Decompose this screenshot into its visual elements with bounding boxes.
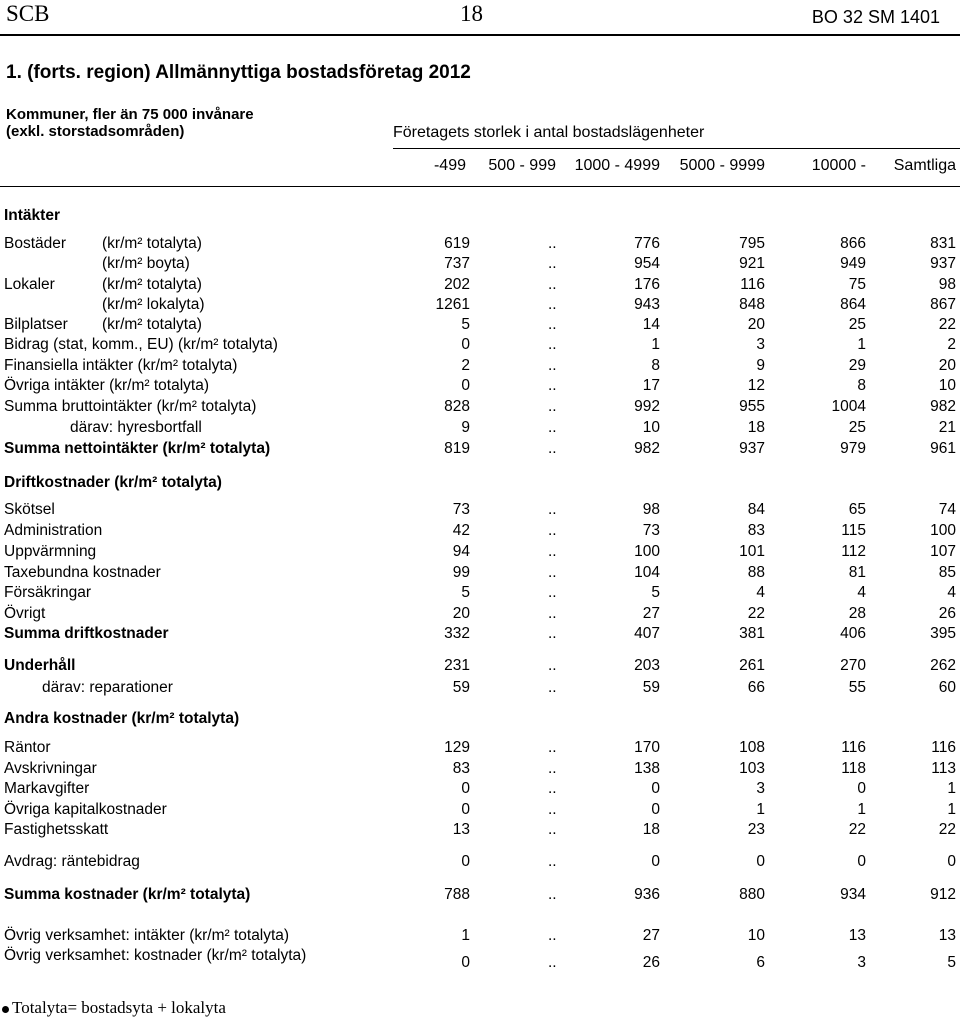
cell-value: 0 <box>756 853 765 870</box>
row-label: Finansiella intäkter (kr/m² totalyta) <box>4 357 238 374</box>
cell-value: 737 <box>444 255 470 272</box>
cell-value: 100 <box>930 522 956 539</box>
cell-value: 10 <box>642 419 660 436</box>
section-drift: Driftkostnader (kr/m² totalyta) <box>4 474 222 491</box>
header-right: BO 32 SM 1401 <box>811 7 940 27</box>
table-row <box>0 419 960 439</box>
cell-value: 98 <box>642 501 660 518</box>
cell-value: 992 <box>634 398 660 415</box>
cell-value: 1 <box>947 780 956 797</box>
row-label: Övrigt <box>4 605 46 622</box>
table-row <box>0 657 960 677</box>
row-unit: (kr/m² totalyta) <box>102 276 202 293</box>
col-header: 10000 - <box>811 157 866 174</box>
cell-value: 0 <box>461 853 470 870</box>
cell-value: 866 <box>840 235 866 252</box>
row-label: Övrig verksamhet: kostnader (kr/m² totalyta) <box>4 947 307 964</box>
cell-value: 20 <box>747 316 765 333</box>
row-label: Summa driftkostnader <box>4 625 169 642</box>
table-row <box>0 357 960 377</box>
table-row <box>0 760 960 780</box>
cell-value: .. <box>548 625 557 642</box>
cell-value: 81 <box>848 564 866 581</box>
header-left: SCB <box>6 1 50 26</box>
cell-value: .. <box>548 255 557 272</box>
footnote-text: Totalyta= bostadsyta + lokalyta <box>12 998 226 1017</box>
cell-value: 0 <box>461 801 470 818</box>
cell-value: 2 <box>947 336 956 353</box>
table-row <box>0 398 960 418</box>
cell-value: 0 <box>857 853 866 870</box>
table-row <box>0 679 960 699</box>
cell-value: 25 <box>848 419 866 436</box>
cell-value: 0 <box>461 336 470 353</box>
row-unit: (kr/m² totalyta) <box>102 235 202 252</box>
cell-value: 104 <box>634 564 660 581</box>
cell-value: 332 <box>444 625 470 642</box>
cell-value: 17 <box>642 377 660 394</box>
cell-value: 407 <box>634 625 660 642</box>
table-head-rule <box>0 186 960 187</box>
cell-value: 27 <box>642 605 660 622</box>
cell-value: 8 <box>857 377 866 394</box>
cell-value: 8 <box>651 357 660 374</box>
cell-value: 1 <box>857 336 866 353</box>
table-row <box>0 377 960 397</box>
table-row <box>0 255 960 275</box>
cell-value: 23 <box>747 821 765 838</box>
cell-value: 103 <box>739 760 765 777</box>
cell-value: .. <box>548 501 557 518</box>
row-unit: (kr/m² boyta) <box>102 255 190 272</box>
subtitle-line1: Kommuner, fler än 75 000 invånare <box>6 106 254 123</box>
row-label: Lokaler <box>4 276 55 293</box>
table-row <box>0 336 960 356</box>
cell-value: 28 <box>848 605 866 622</box>
table-row <box>0 501 960 521</box>
cell-value: 1 <box>651 336 660 353</box>
row-label: Bilplatser <box>4 316 68 333</box>
cell-value: 979 <box>840 440 866 457</box>
cell-value: 73 <box>642 522 660 539</box>
cell-value: 819 <box>444 440 470 457</box>
cell-value: 954 <box>634 255 660 272</box>
cell-value: 116 <box>841 739 866 756</box>
cell-value: 14 <box>642 316 660 333</box>
row-label: Övriga intäkter (kr/m² totalyta) <box>4 377 209 394</box>
cell-value: 99 <box>452 564 470 581</box>
cell-value: 21 <box>938 419 956 436</box>
row-unit: (kr/m² lokalyta) <box>102 296 205 313</box>
cell-value: .. <box>548 657 557 674</box>
cell-value: 381 <box>739 625 765 642</box>
cell-value: 921 <box>739 255 765 272</box>
cell-value: 20 <box>452 605 470 622</box>
cell-value: 262 <box>930 657 956 674</box>
cell-value: .. <box>548 821 557 838</box>
col-header: Samtliga <box>893 157 956 174</box>
cell-value: 982 <box>930 398 956 415</box>
cell-value: 848 <box>739 296 765 313</box>
table-row <box>0 821 960 841</box>
cell-value: 0 <box>857 780 866 797</box>
cell-value: 176 <box>634 276 660 293</box>
cell-value: .. <box>548 780 557 797</box>
cell-value: 13 <box>938 927 956 944</box>
row-label: Taxebundna kostnader <box>4 564 161 581</box>
row-label: Räntor <box>4 739 51 756</box>
cell-value: 831 <box>930 235 956 252</box>
cell-value: .. <box>548 522 557 539</box>
cell-value: 4 <box>947 584 956 601</box>
cell-value: 5 <box>651 584 660 601</box>
table-row <box>0 886 960 906</box>
cell-value: 85 <box>938 564 956 581</box>
cell-value: .. <box>548 739 557 756</box>
table-row <box>0 522 960 542</box>
cell-value: 116 <box>740 276 765 293</box>
cell-value: 788 <box>444 886 470 903</box>
cell-value: 3 <box>857 954 866 971</box>
table-row <box>0 440 960 460</box>
page-number: 18 <box>460 1 483 26</box>
cell-value: .. <box>548 605 557 622</box>
page-title: 1. (forts. region) Allmännyttiga bostadsföretag 2012 <box>6 62 471 83</box>
cell-value: 13 <box>452 821 470 838</box>
cell-value: 118 <box>841 760 866 777</box>
cell-value: 0 <box>947 853 956 870</box>
section-intakter: Intäkter <box>4 207 60 224</box>
cell-value: 12 <box>747 377 765 394</box>
cell-value: 2 <box>461 357 470 374</box>
cell-value: .. <box>548 886 557 903</box>
cell-value: .. <box>548 235 557 252</box>
cell-value: 26 <box>642 954 660 971</box>
cell-value: 65 <box>848 501 866 518</box>
cell-value: 107 <box>930 543 956 560</box>
cell-value: .. <box>548 398 557 415</box>
cell-value: 83 <box>747 522 765 539</box>
row-label: Försäkringar <box>4 584 91 601</box>
cell-value: 231 <box>444 657 470 674</box>
cell-value: 937 <box>739 440 765 457</box>
cell-value: 9 <box>461 419 470 436</box>
table-row <box>0 584 960 604</box>
cell-value: 55 <box>848 679 866 696</box>
cell-value: 982 <box>634 440 660 457</box>
cell-value: 406 <box>840 625 866 642</box>
cell-value: 619 <box>444 235 470 252</box>
bullet-icon <box>2 1006 9 1013</box>
row-label: Bidrag (stat, komm., EU) (kr/m² totalyta) <box>4 336 278 353</box>
row-label: Avskrivningar <box>4 760 97 777</box>
cell-value: 776 <box>634 235 660 252</box>
cell-value: 115 <box>841 522 866 539</box>
row-unit: (kr/m² totalyta) <box>102 316 202 333</box>
cell-value: .. <box>548 377 557 394</box>
cell-value: 138 <box>634 760 660 777</box>
cell-value: 1261 <box>435 296 470 313</box>
cell-value: 42 <box>452 522 470 539</box>
cell-value: 0 <box>461 780 470 797</box>
table-row <box>0 235 960 255</box>
group-header: Företagets storlek i antal bostadslägenheter <box>393 124 705 141</box>
cell-value: 5 <box>947 954 956 971</box>
cell-value: .. <box>548 296 557 313</box>
row-label: Markavgifter <box>4 780 90 797</box>
cell-value: 170 <box>634 739 660 756</box>
cell-value: 0 <box>461 954 470 971</box>
cell-value: 26 <box>938 605 956 622</box>
cell-value: .. <box>548 316 557 333</box>
row-label: Fastighetsskatt <box>4 821 109 838</box>
col-header: 5000 - 9999 <box>679 157 765 174</box>
cell-value: 74 <box>938 501 956 518</box>
cell-value: .. <box>548 543 557 560</box>
table-row <box>0 316 960 336</box>
cell-value: 0 <box>461 377 470 394</box>
cell-value: 0 <box>651 853 660 870</box>
cell-value: 261 <box>739 657 765 674</box>
row-label: Underhåll <box>4 657 76 674</box>
cell-value: 867 <box>930 296 956 313</box>
cell-value: .. <box>548 357 557 374</box>
cell-value: 73 <box>452 501 470 518</box>
table-row <box>0 801 960 821</box>
cell-value: 961 <box>930 440 956 457</box>
row-label: därav: reparationer <box>42 679 173 696</box>
cell-value: 203 <box>634 657 660 674</box>
cell-value: 20 <box>938 357 956 374</box>
cell-value: 943 <box>634 296 660 313</box>
cell-value: 98 <box>938 276 956 293</box>
cell-value: 75 <box>848 276 866 293</box>
cell-value: .. <box>548 954 557 971</box>
cell-value: 59 <box>642 679 660 696</box>
cell-value: .. <box>548 853 557 870</box>
table-row <box>0 296 960 316</box>
cell-value: 937 <box>930 255 956 272</box>
cell-value: 101 <box>739 543 765 560</box>
cell-value: 113 <box>931 760 956 777</box>
col-header: 500 - 999 <box>488 157 556 174</box>
row-label: Summa nettointäkter (kr/m² totalyta) <box>4 440 271 457</box>
cell-value: 6 <box>756 954 765 971</box>
cell-value: 864 <box>840 296 866 313</box>
cell-value: 108 <box>739 739 765 756</box>
cell-value: 112 <box>841 543 866 560</box>
row-label: Bostäder <box>4 235 67 252</box>
cell-value: 0 <box>651 780 660 797</box>
row-label: därav: hyresbortfall <box>70 419 202 436</box>
row-label: Uppvärmning <box>4 543 97 560</box>
table-row <box>0 739 960 759</box>
cell-value: 22 <box>938 316 956 333</box>
cell-value: 29 <box>848 357 866 374</box>
row-label: Övrig verksamhet: intäkter (kr/m² totalyta) <box>4 927 290 944</box>
table-row <box>0 853 960 873</box>
footnote <box>0 998 226 1018</box>
cell-value: 934 <box>840 886 866 903</box>
table-row <box>0 947 960 971</box>
cell-value: 10 <box>747 927 765 944</box>
cell-value: 3 <box>756 780 765 797</box>
cell-value: 25 <box>848 316 866 333</box>
cell-value: 18 <box>642 821 660 838</box>
cell-value: 949 <box>840 255 866 272</box>
cell-value: 880 <box>739 886 765 903</box>
cell-value: 1004 <box>831 398 866 415</box>
table-row <box>0 564 960 584</box>
cell-value: 0 <box>651 801 660 818</box>
table-row <box>0 625 960 645</box>
cell-value: 795 <box>739 235 765 252</box>
header-rule <box>0 34 960 36</box>
cell-value: 84 <box>747 501 765 518</box>
cell-value: .. <box>548 760 557 777</box>
cell-value: .. <box>548 801 557 818</box>
table-row <box>0 927 960 947</box>
cell-value: 1 <box>461 927 470 944</box>
cell-value: 116 <box>931 739 956 756</box>
subtitle-line2: (exkl. storstadsområden) <box>6 123 185 140</box>
cell-value: 828 <box>444 398 470 415</box>
cell-value: 13 <box>848 927 866 944</box>
cell-value: 1 <box>857 801 866 818</box>
table-row <box>0 605 960 625</box>
cell-value: .. <box>548 564 557 581</box>
row-label: Administration <box>4 522 103 539</box>
cell-value: 22 <box>747 605 765 622</box>
row-label: Avdrag: räntebidrag <box>4 853 140 870</box>
group-rule <box>393 148 960 149</box>
cell-value: .. <box>548 276 557 293</box>
col-header: 1000 - 4999 <box>574 157 660 174</box>
cell-value: .. <box>548 679 557 696</box>
cell-value: 22 <box>848 821 866 838</box>
cell-value: 83 <box>452 760 470 777</box>
cell-value: 912 <box>930 886 956 903</box>
cell-value: 202 <box>444 276 470 293</box>
cell-value: 22 <box>938 821 956 838</box>
cell-value: 4 <box>756 584 765 601</box>
cell-value: 88 <box>747 564 765 581</box>
row-label: Summa bruttointäkter (kr/m² totalyta) <box>4 398 257 415</box>
cell-value: 1 <box>756 801 765 818</box>
cell-value: 936 <box>634 886 660 903</box>
cell-value: 955 <box>739 398 765 415</box>
cell-value: 1 <box>947 801 956 818</box>
cell-value: 3 <box>756 336 765 353</box>
cell-value: .. <box>548 336 557 353</box>
row-label: Skötsel <box>4 501 55 518</box>
section-andra: Andra kostnader (kr/m² totalyta) <box>4 710 240 727</box>
cell-value: .. <box>548 419 557 436</box>
cell-value: 129 <box>444 739 470 756</box>
col-header: -499 <box>433 157 466 174</box>
cell-value: 59 <box>452 679 470 696</box>
row-label: Övriga kapitalkostnader <box>4 801 167 818</box>
cell-value: 60 <box>938 679 956 696</box>
cell-value: 18 <box>747 419 765 436</box>
table-row <box>0 780 960 800</box>
cell-value: 94 <box>452 543 470 560</box>
cell-value: .. <box>548 584 557 601</box>
cell-value: 5 <box>461 316 470 333</box>
table-row <box>0 543 960 563</box>
table-row <box>0 276 960 296</box>
row-label: Summa kostnader (kr/m² totalyta) <box>4 886 251 903</box>
cell-value: .. <box>548 927 557 944</box>
cell-value: 100 <box>634 543 660 560</box>
cell-value: 66 <box>747 679 765 696</box>
cell-value: 27 <box>642 927 660 944</box>
cell-value: 5 <box>461 584 470 601</box>
cell-value: 395 <box>930 625 956 642</box>
cell-value: 10 <box>938 377 956 394</box>
cell-value: .. <box>548 440 557 457</box>
cell-value: 270 <box>840 657 866 674</box>
cell-value: 9 <box>756 357 765 374</box>
cell-value: 4 <box>857 584 866 601</box>
